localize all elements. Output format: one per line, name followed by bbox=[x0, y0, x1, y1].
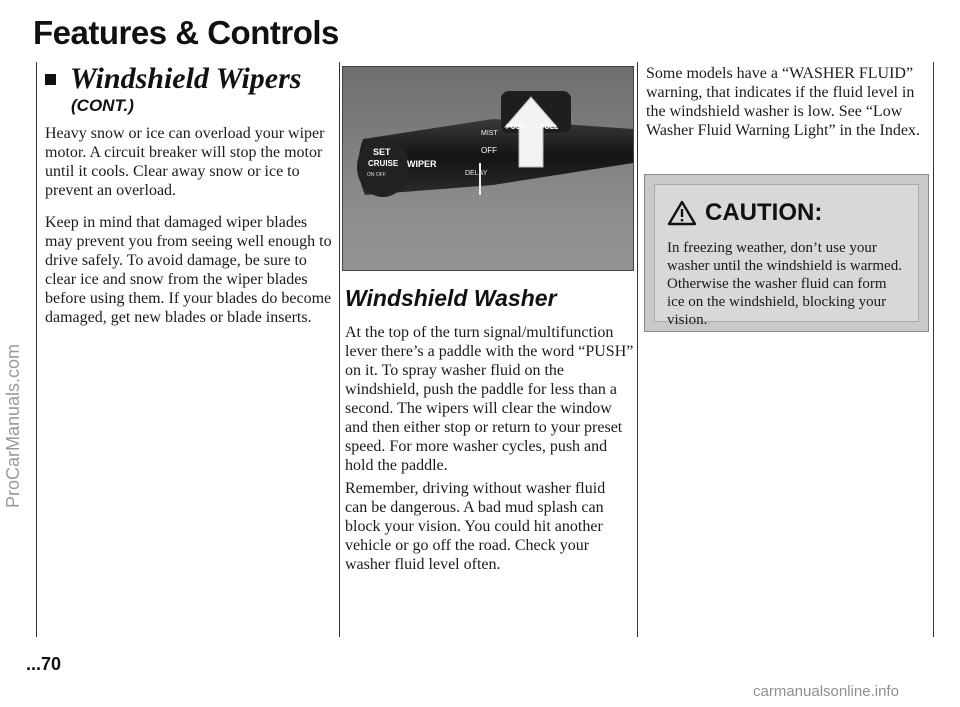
caution-heading bbox=[667, 199, 904, 227]
caution-box bbox=[644, 174, 929, 332]
windshield-washer-heading: Windshield Washer bbox=[345, 285, 557, 311]
wiper-overload-paragraph: Heavy snow or ice can overload your wiper motor. A circuit breaker will stop the motor until it cools. Clear away snow or ice to prevent an overload. bbox=[45, 125, 325, 199]
column-divider-left bbox=[36, 62, 37, 637]
column-divider-middle bbox=[339, 62, 340, 637]
warning-triangle-icon bbox=[667, 200, 697, 226]
wiper-blades-paragraph: Keep in mind that damaged wiper blades may prevent you from seeing well enough to drive safely. To avoid damage, be sure to clear ice and snow from the wiper blades before using them. If your blades do become damaged, get new blades or blade inserts. bbox=[45, 214, 332, 326]
subsection-title bbox=[45, 62, 301, 96]
cruise-label: CRUISE bbox=[368, 159, 399, 168]
caution-inner-panel bbox=[654, 184, 919, 328]
side-watermark: ProCarManuals.com bbox=[3, 343, 23, 508]
multifunction-lever-photo bbox=[342, 66, 634, 271]
washer-fluid-indicator-paragraph: Some models have a “WASHER FLUID” warning, that indicates if the fluid level in the windshield washer is low. See “Low Washer Fluid Warning Light” in the Index. bbox=[646, 65, 920, 139]
subsection-title-text: Windshield Wipers bbox=[70, 62, 302, 95]
washer-fluid-warning-paragraph: Remember, driving without washer fluid can be dangerous. A bad mud splash can block your vision. You could hit another vehicle or go off the road. Check your washer fluid level often. bbox=[345, 480, 606, 573]
column-divider-far-right bbox=[933, 62, 934, 637]
page-number: ...70 bbox=[26, 654, 62, 674]
mist-label: MIST bbox=[481, 130, 498, 137]
on-off-label: ON OFF bbox=[367, 172, 386, 178]
square-bullet-icon bbox=[45, 74, 56, 85]
off-label: OFF bbox=[481, 146, 497, 155]
set-label: SET bbox=[373, 147, 391, 157]
caution-title: CAUTION: bbox=[705, 199, 823, 226]
lever-illustration bbox=[343, 67, 633, 270]
wiper-label: WIPER bbox=[407, 159, 437, 169]
column-divider-right bbox=[637, 62, 638, 637]
bottom-watermark: carmanualsonline.info bbox=[753, 683, 899, 700]
delay-label: DELAY bbox=[465, 170, 488, 177]
pull-label: PULL bbox=[540, 124, 559, 131]
washer-usage-paragraph: At the top of the turn signal/multifunction lever there’s a paddle with the word “PUSH” on it. To spray washer fluid on the windshield, push the paddle for less than a second. The wipers will clear the window and then either stop or return to your preset speed. For more washer cycles, push and hold the paddle. bbox=[345, 324, 634, 474]
section-title: Features & Controls bbox=[33, 14, 339, 51]
caution-text: In freezing weather, don’t use your washer until the windshield is warmed. Otherwise the washer fluid can form ice on the windshield, blocking your vision. bbox=[667, 240, 902, 328]
push-label: PUSH bbox=[506, 124, 526, 131]
continued-label: (CONT.) bbox=[71, 96, 134, 115]
